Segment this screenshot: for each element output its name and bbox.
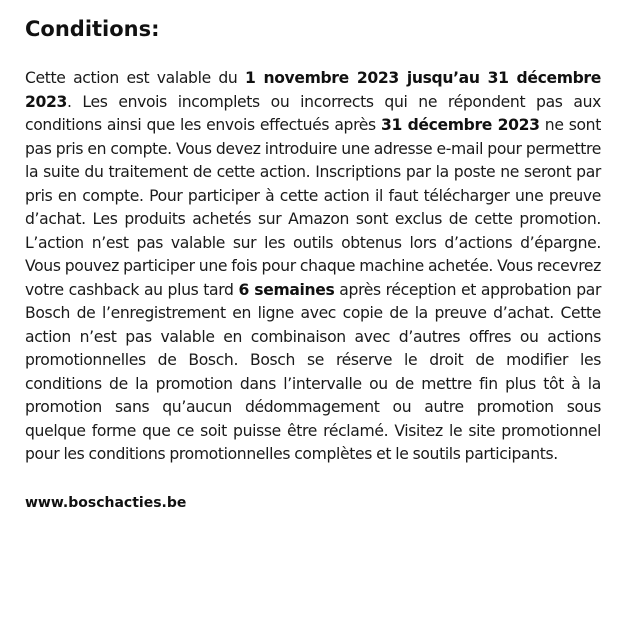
cashback-delay: 6 semaines (238, 280, 335, 299)
conditions-text-part-4: après réception et approbation par Bosch de l’enregistrement en ligne avec copie de la preuve d’achat. Cette action n’est pas valable en combinaison avec d’autres offres ou actions promotionnelles de Bosch. Bosch se réserve le droit de modifier les conditions de la promotion dans l’intervalle ou de mettre fin plus tôt à la promotion sans qu’aucun dédommagement ou autre promotion sous quelque forme que ce soit puisse être réclamé. Visitez le site promotionnel pour les conditions promotionnelles complètes et le soutils participants. (25, 280, 602, 463)
promotion-period: 1 novembre 2023 jusqu’au 31 décembre 2023 (25, 69, 601, 111)
conditions-paragraph (25, 67, 601, 467)
conditions-text-part-3: ne sont pas pris en compte. Vous devez introduire une adresse e-mail pour permettre la suite du traitement de cette action. Inscriptions par la poste ne seront par pris en compte. Pour participer à cette action il faut télécharger une preuve d’achat. Les produits achetés sur Amazon sont exclus de cette promotion. L’action n’est pas valable sur les outils obtenus lors d’actions d’épargne. Vous pouvez participer une fois pour chaque machine achetée. Vous recevrez votre cashback au plus tard (25, 116, 601, 299)
website-link[interactable]: www.boschacties.be (25, 494, 187, 511)
conditions-document (25, 14, 601, 515)
conditions-text-part-2: . Les envois incomplets ou incorrects qui ne répondent pas aux conditions ainsi que les envois effectués après (25, 92, 601, 134)
page-title: Conditions: (25, 17, 160, 41)
conditions-text-part-1: Cette action est valable du (25, 69, 245, 87)
deadline-date: 31 décembre 2023 (380, 116, 540, 134)
